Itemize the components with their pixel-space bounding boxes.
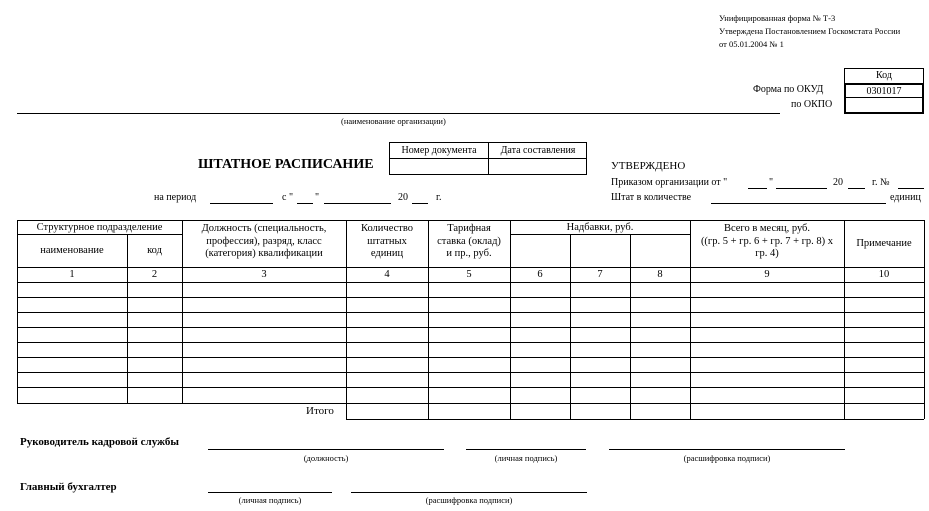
hr-decode-caption: (расшифровка подписи)	[683, 453, 771, 463]
approved-title: УТВЕРЖДЕНО	[611, 160, 686, 172]
okud-label: Форма по ОКУД	[753, 84, 824, 95]
order-year: 20	[833, 177, 843, 188]
document-title: ШТАТНОЕ РАСПИСАНИЕ	[198, 157, 374, 172]
col-code-header: код	[147, 245, 162, 256]
col-total-header: Всего в месяц, руб. ((гр. 5 + гр. 6 + гр. 7 + гр. 8) х гр. 4)	[700, 223, 834, 259]
doc-date-label: Дата составления	[500, 145, 576, 156]
acc-decode-caption: (расшифровка подписи)	[425, 495, 513, 505]
acc-signature-field[interactable]	[208, 492, 332, 493]
period-quote: "	[315, 192, 320, 203]
col-name-header: наименование	[40, 245, 104, 256]
doc-number-field[interactable]	[390, 161, 488, 174]
order-number-field[interactable]	[898, 188, 924, 189]
doc-number-label: Номер документа	[401, 145, 477, 156]
col-number: 2	[151, 269, 158, 280]
period-month-field[interactable]	[324, 203, 391, 204]
hr-position-caption: (должность)	[303, 453, 349, 463]
col-number: 10	[878, 269, 890, 280]
col-number: 7	[597, 269, 603, 280]
total-label: Итого	[306, 405, 334, 417]
col-count-header: Количество штатных единиц	[360, 223, 414, 259]
chief-accountant-label: Главный бухгалтер	[20, 481, 117, 493]
staff-units: единиц	[890, 192, 921, 203]
period-year: 20	[398, 192, 408, 203]
hr-signature-field[interactable]	[466, 449, 586, 450]
col-position-header: Должность (специальность, профессия), разряд, класс (категория) квалификации	[201, 223, 327, 259]
okpo-code-field[interactable]	[844, 97, 924, 114]
order-quote: "	[769, 177, 774, 188]
period-from: с "	[282, 192, 294, 203]
col-bonus-header: Надбавки, руб.	[566, 222, 634, 233]
col-number: 9	[764, 269, 770, 280]
col-note-header: Примечание	[856, 238, 912, 249]
form-approval-line: Утверждена Постановлением Госкомстата России	[719, 26, 901, 36]
form-name-line: Унифицированная форма № Т-3	[719, 13, 836, 23]
hr-decode-field[interactable]	[609, 449, 845, 450]
order-month-field[interactable]	[776, 188, 827, 189]
hr-head-label: Руководитель кадровой службы	[20, 436, 179, 448]
order-day-field[interactable]	[748, 188, 767, 189]
okud-code-field[interactable]: 0301017	[844, 83, 924, 98]
hr-signature-caption: (личная подпись)	[494, 453, 558, 463]
col-number: 4	[384, 269, 390, 280]
doc-date-field[interactable]	[489, 161, 587, 174]
period-label: на период	[154, 192, 197, 203]
period-g: г.	[436, 192, 442, 203]
acc-decode-field[interactable]	[351, 492, 587, 493]
order-number-label: г. №	[872, 177, 890, 188]
kod-header: Код	[844, 68, 924, 84]
col-rate-header: Тарифная ставка (оклад) и пр., руб.	[437, 223, 501, 259]
period-year-field[interactable]	[412, 203, 428, 204]
form-date-line: от 05.01.2004 № 1	[719, 39, 784, 49]
acc-signature-caption: (личная подпись)	[238, 495, 302, 505]
org-name-field[interactable]	[17, 113, 780, 114]
hr-position-field[interactable]	[208, 449, 444, 450]
period-day-field[interactable]	[297, 203, 313, 204]
order-year-field[interactable]	[848, 188, 865, 189]
col-struct-header: Структурное подразделение	[36, 222, 163, 233]
staff-label: Штат в количестве	[611, 192, 692, 203]
col-number: 3	[261, 269, 267, 280]
col-number: 8	[657, 269, 663, 280]
col-number: 6	[537, 269, 543, 280]
period-start-field[interactable]	[210, 203, 273, 204]
okpo-label: по ОКПО	[791, 99, 833, 110]
staff-count-field[interactable]	[711, 203, 886, 204]
org-caption: (наименование организации)	[341, 116, 446, 126]
approved-order: Приказом организации от "	[611, 177, 728, 188]
col-number: 1	[69, 269, 75, 280]
col-number: 5	[466, 269, 472, 280]
